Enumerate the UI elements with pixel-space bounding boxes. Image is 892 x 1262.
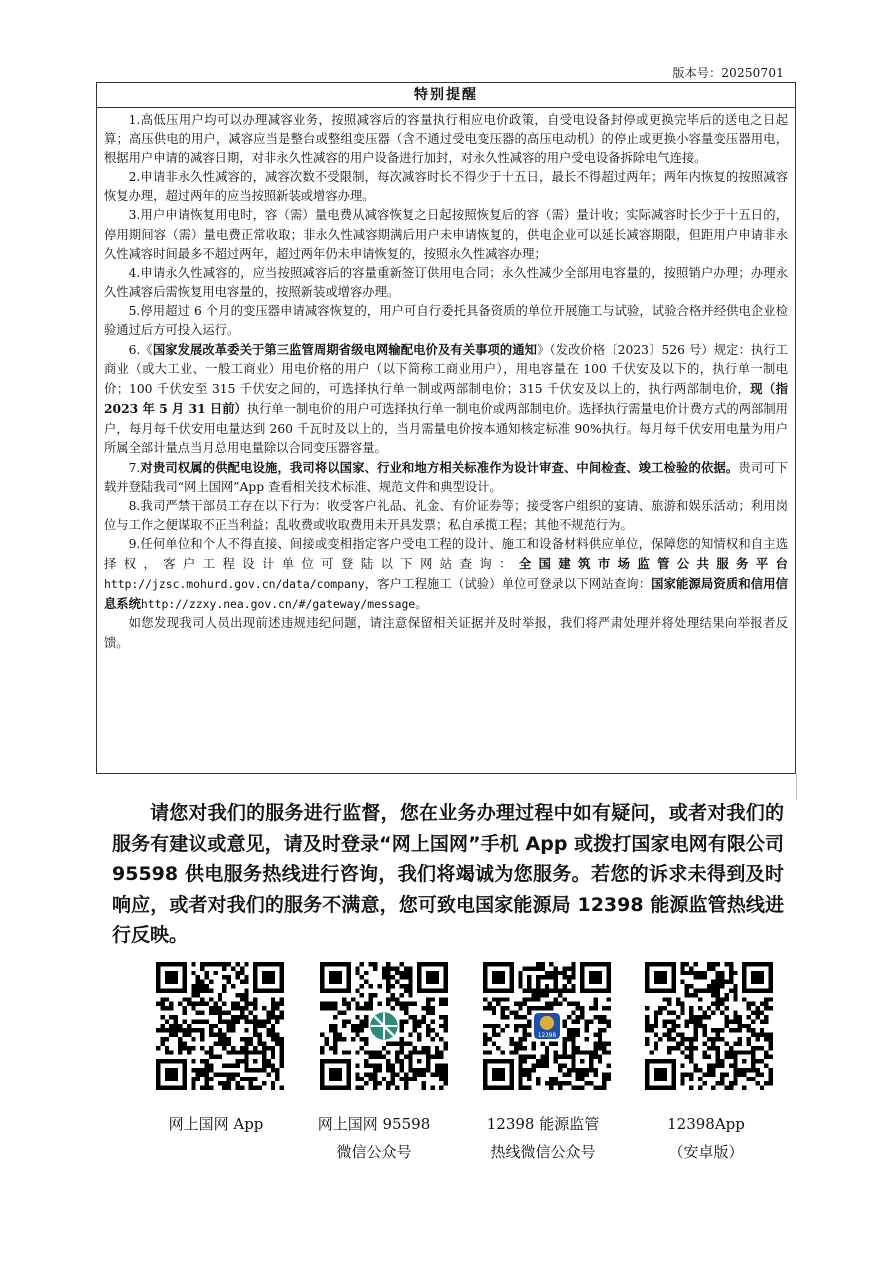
margin-rule bbox=[796, 774, 797, 800]
nea-emblem-label: 12398 bbox=[537, 1033, 557, 1040]
version-number: 版本号：20250701 bbox=[672, 66, 784, 80]
item7-rest: 贵司可下载并登陆我司“网上国网”App 查看相关技术标准、规范文件和典型设计。 bbox=[104, 460, 788, 494]
item9-url-jzsc[interactable]: http://jzsc.mohurd.gov.cn/data/company bbox=[104, 577, 365, 592]
item6-date-note: 现（指 2023 年 5 月 31 日前） bbox=[104, 381, 788, 417]
notice-item-1: 1.高低压用户均可以办理减容业务，按照减容后的容量执行相应电价政策，自受电设备封停或更换完毕后的送电之日起算；高压供电的用户，减容应当是整台或整组变压器（含不通过受电变压器的高压电动机）的停止或更换小容量变压器用电，根据用户申请的减容日期，对非永久性减容的用户设备进行加封，对永久性减容的用户受电设备拆除电气连接。 bbox=[104, 113, 788, 166]
notice-item-3: 3.用户申请恢复用电时，容（需）量电费从减容恢复之日起按照恢复后的容（需）量计收；实际减容时长少于十五日的，停用期间容（需）量电费正常收取；非永久性减容期满后用户未申请恢复的，供电企业可以延长减容期限，但距用户申请非永久性减容时间最多不超过两年，超过两年仍未申请恢复的，按照永久性减容办理； bbox=[104, 208, 788, 261]
qr-caption-line: 网上国网 95598 bbox=[317, 1115, 431, 1133]
qr-code-icon bbox=[483, 962, 611, 1090]
qr-code-icon bbox=[645, 962, 773, 1090]
item7-bold: 对贵司权属的供配电设施，我司将以国家、行业和地方相关标准作为设计审查、中间检查、竣工检验的依据。 bbox=[140, 459, 739, 475]
notice-closing: 如您发现我司人员出现前述违规违纪问题，请注意保留相关证据并及时举报，我们将严肃处理并将处理结果向举报者反馈。 bbox=[104, 616, 788, 650]
item9-a: 9.任何单位和个人不得直接、间接或变相指定客户受电工程的设计、施工和设备材料供应单位，保障您的知情权和自主选择权，客户工程设计单位可登陆以下网站查询： bbox=[104, 537, 788, 572]
qr-wangshangguowang-app[interactable] bbox=[156, 962, 284, 1090]
qr-95598-wechat[interactable] bbox=[320, 962, 448, 1090]
item9-system-name: 国家能源局资质和信用信息系统 bbox=[104, 576, 788, 612]
qr-code-row bbox=[150, 962, 790, 1102]
item6-notice-title: 国家发展改革委关于第三监管周期省级电网输配电价及有关事项的通知 bbox=[152, 342, 538, 358]
qr-caption-1 bbox=[136, 1110, 296, 1138]
notice-item-5: 5.停用超过 6 个月的变压器申请减容恢复的，用户可自行委托具备资质的单位开展施工与试验，试验合格并经供电企业检验通过后方可投入运行。 bbox=[104, 303, 788, 338]
qr-caption-line: 12398 能源监管 bbox=[486, 1115, 600, 1133]
item9-c: ，客户工程施工（试验）单位可登录以下网站查询： bbox=[364, 577, 652, 592]
notice-item-7 bbox=[104, 458, 788, 497]
supervision-paragraph: 请您对我们的服务进行监督，您在业务办理过程中如有疑问，或者对我们的服务有建议或意见，请及时登录“网上国网”手机 App 或拨打国家电网有限公司 95598 供电服务热线进行咨询，我们将竭诚为您服务。若您的诉求未得到及时响应，或者对我们的服务不满意，您可致电国家能源局 12398 能源监管热线进行反映。 bbox=[112, 802, 784, 946]
item6-prefix: 6.《 bbox=[128, 343, 153, 358]
qr-caption-line: （安卓版） bbox=[668, 1143, 744, 1161]
qr-caption-line: 网上国网 App bbox=[168, 1115, 264, 1133]
notice-item-6 bbox=[104, 340, 788, 458]
notice-item-9 bbox=[104, 535, 788, 614]
item6-rest: 执行单一制电价的用户可选择执行单一制电价或两部制电价。选择执行需量电价计费方式的两部制用户，每月每千伏安用电量达到 260 千瓦时及以上的，当月需量电价按本通知核定标准 90%执行。每月每千伏安用电量为用户所属全部计量点当月总用电量除以合同变压器容量。 bbox=[104, 402, 788, 455]
item9-platform-name: 全国建筑市场监管公共服务平台 bbox=[518, 556, 788, 572]
special-reminder-box bbox=[96, 82, 796, 774]
qr-caption-3 bbox=[463, 1110, 623, 1166]
notice-item-8: 8.我司严禁干部员工存在以下行为：收受客户礼品、礼金、有价证券等；接受客户组织的宴请、旅游和娱乐活动；利用岗位与工作之便谋取不正当利益；乱收费或收取费用未开具发票；私自承揽工程；其他不规范行为。 bbox=[104, 498, 788, 532]
qr-code-icon bbox=[156, 962, 284, 1090]
item6-body: 》（发改价格〔2023〕526 号）规定：执行工商业（或大工业、一般工商业）用电价格的用户（以下简称工商业用户），用电容量在 100 千伏安及以下的，执行单一制电价；100 千伏安至 315 千伏安之间的，可选择执行单一制或两部制电价；315 千伏安及以上的，执行两部制电价， bbox=[104, 343, 788, 397]
qr-caption-line: 微信公众号 bbox=[336, 1143, 412, 1161]
notice-body bbox=[97, 108, 795, 653]
item9-e: 。 bbox=[415, 597, 428, 612]
qr-12398-wechat[interactable] bbox=[483, 962, 611, 1090]
notice-title: 特别提醒 bbox=[97, 83, 795, 108]
item7-prefix: 7. bbox=[128, 460, 141, 475]
qr-caption-2 bbox=[294, 1110, 454, 1166]
notice-item-2: 2.申请非永久性减容的，减容次数不受限制，每次减容时长不得少于十五日，最长不得超过两年；两年内恢复的按照减容恢复办理，超过两年的应当按照新装或增容办理。 bbox=[104, 170, 788, 204]
notice-item-4: 4.申请永久性减容的，应当按照减容后的容量重新签订供用电合同；永久性减少全部用电容量的，按照销户办理；办理永久性减容后需恢复用电容量的，按照新装或增容办理。 bbox=[104, 265, 788, 299]
qr-12398-app[interactable] bbox=[645, 962, 773, 1090]
qr-caption-4 bbox=[626, 1110, 786, 1166]
qr-caption-line: 12398App bbox=[667, 1115, 745, 1133]
qr-code-icon bbox=[320, 962, 448, 1090]
item9-url-zzxy[interactable]: http://zzxy.nea.gov.cn/#/gateway/message bbox=[140, 597, 416, 612]
qr-caption-line: 热线微信公众号 bbox=[490, 1143, 596, 1161]
